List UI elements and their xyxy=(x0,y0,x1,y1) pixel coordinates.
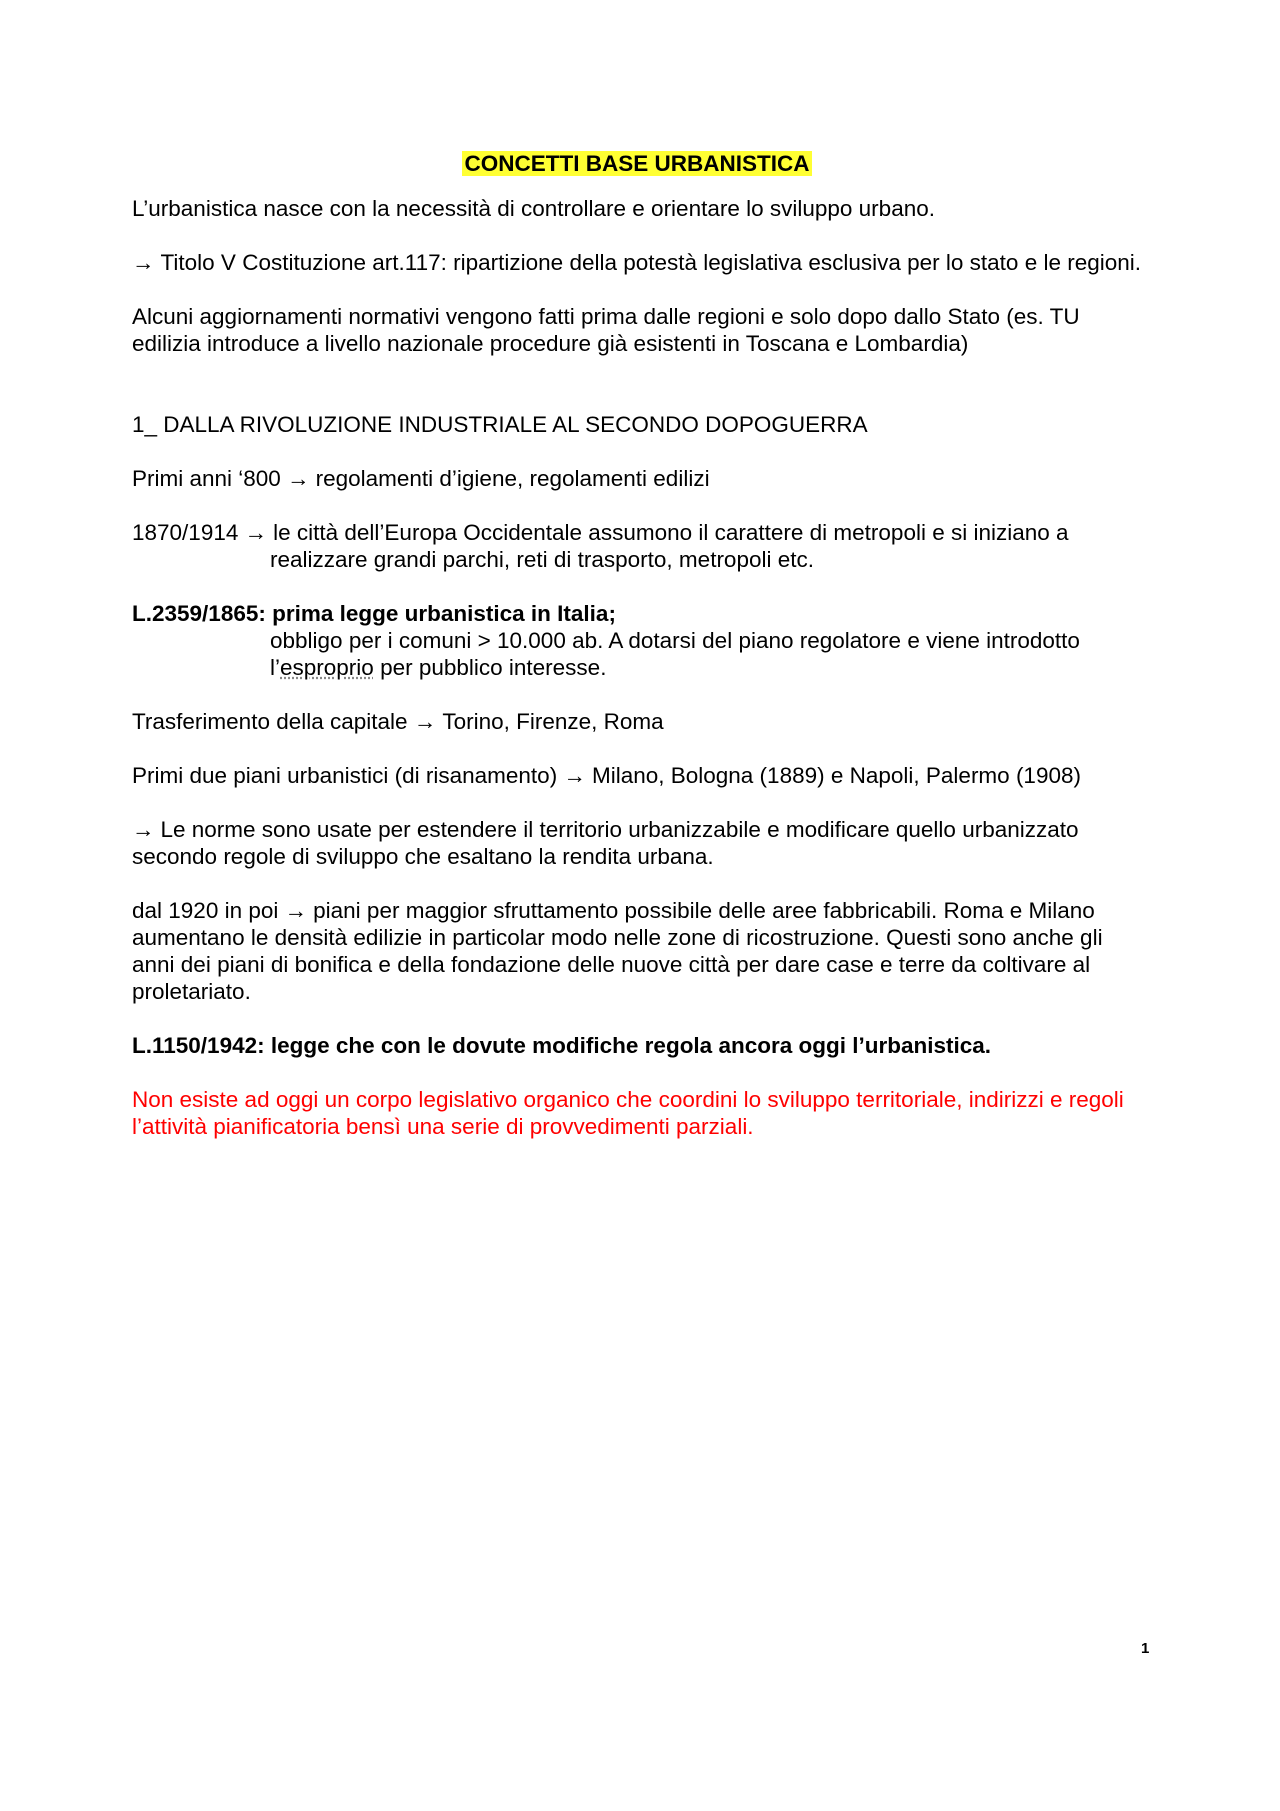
primi-anni-text: regolamenti d’igiene, regolamenti edilizi xyxy=(315,466,710,491)
dal-1920-lead: dal 1920 in poi xyxy=(132,898,279,923)
capitale-lead: Trasferimento della capitale xyxy=(132,709,408,734)
period-1870-text2: realizzare grandi parchi, reti di trasporto, metropoli etc. xyxy=(270,547,814,572)
period-1870-text1: le città dell’Europa Occidentale assumono il carattere di metropoli e si iniziano a xyxy=(273,520,1069,545)
law-1865-line2-pre: l’ xyxy=(270,655,280,680)
law-1865-line2 xyxy=(270,654,1142,681)
capitale-text: Torino, Firenze, Roma xyxy=(442,709,664,734)
arrow-icon: → xyxy=(244,520,268,545)
primi-piani-text: Milano, Bologna (1889) e Napoli, Palermo (1908) xyxy=(591,763,1081,788)
primi-piani-lead: Primi due piani urbanistici (di risanamento) xyxy=(132,763,558,788)
document-page xyxy=(132,150,1142,1167)
primi-anni-paragraph xyxy=(132,465,1142,492)
law-1865-line1: obbligo per i comuni > 10.000 ab. A dotarsi del piano regolatore e viene introdotto xyxy=(270,628,1080,653)
arrow-icon: → xyxy=(132,817,155,842)
law-1865-heading: L.2359/1865: prima legge urbanistica in Italia; xyxy=(132,601,616,626)
intro-paragraph: L’urbanistica nasce con la necessità di controllare e orientare lo sviluppo urbano. xyxy=(132,196,935,221)
titolo-v-text: Titolo V Costituzione art.117: ripartizione della potestà legislativa esclusiva per lo stato e le regioni. xyxy=(160,250,1142,275)
period-1870-lead: 1870/1914 xyxy=(132,520,239,545)
arrow-icon: → xyxy=(413,709,437,734)
law-1865-paragraph xyxy=(132,600,1142,681)
primi-anni-lead: Primi anni ‘800 xyxy=(132,466,281,491)
arrow-icon: → xyxy=(287,466,310,491)
page-number: 1 xyxy=(1141,1640,1150,1657)
norme-paragraph xyxy=(132,816,1142,870)
esproprio-word: esproprio xyxy=(280,655,374,680)
law-1942-paragraph: L.1150/1942: legge che con le dovute modifiche regola ancora oggi l’urbanistica. xyxy=(132,1033,992,1058)
titolo-v-paragraph xyxy=(132,249,1142,276)
page-title: CONCETTI BASE URBANISTICA xyxy=(464,151,810,176)
section-heading: 1_ DALLA RIVOLUZIONE INDUSTRIALE AL SECONDO DOPOGUERRA xyxy=(132,412,868,437)
title-row xyxy=(132,150,1142,177)
law-1865-line2-post: per pubblico interesse. xyxy=(373,655,607,680)
period-1870-line1 xyxy=(132,519,1142,546)
arrow-icon: → xyxy=(563,763,586,788)
primi-piani-paragraph xyxy=(132,762,1142,789)
capitale-paragraph xyxy=(132,708,1142,735)
dal-1920-text: piani per maggior sfruttamento possibile delle aree fabbricabili. Roma e Milano aumentano le densità edilizie in particolar modo nelle zone di ricostruzione. Questi sono anche gli anni dei piani di bonifica e della fondazione delle nuove città per dare case e terre da coltivare al proletariato. xyxy=(132,898,1103,1004)
aggiornamenti-paragraph: Alcuni aggiornamenti normativi vengono fatti prima dalle regioni e solo dopo dallo Stato (es. TU edilizia introduce a livello nazionale procedure già esistenti in Toscana e Lombardia) xyxy=(132,304,1080,356)
dal-1920-paragraph xyxy=(132,897,1142,1005)
arrow-icon: → xyxy=(284,898,308,923)
arrow-icon: → xyxy=(132,250,155,275)
norme-text: Le norme sono usate per estendere il territorio urbanizzabile e modificare quello urbanizzato secondo regole di sviluppo che esaltano la rendita urbana. xyxy=(132,817,1079,869)
red-note-paragraph: Non esiste ad oggi un corpo legislativo organico che coordini lo sviluppo territoriale, indirizzi e regoli l’attività pianificatoria bensì una serie di provvedimenti parziali. xyxy=(132,1087,1124,1139)
period-1870-paragraph xyxy=(132,519,1142,573)
